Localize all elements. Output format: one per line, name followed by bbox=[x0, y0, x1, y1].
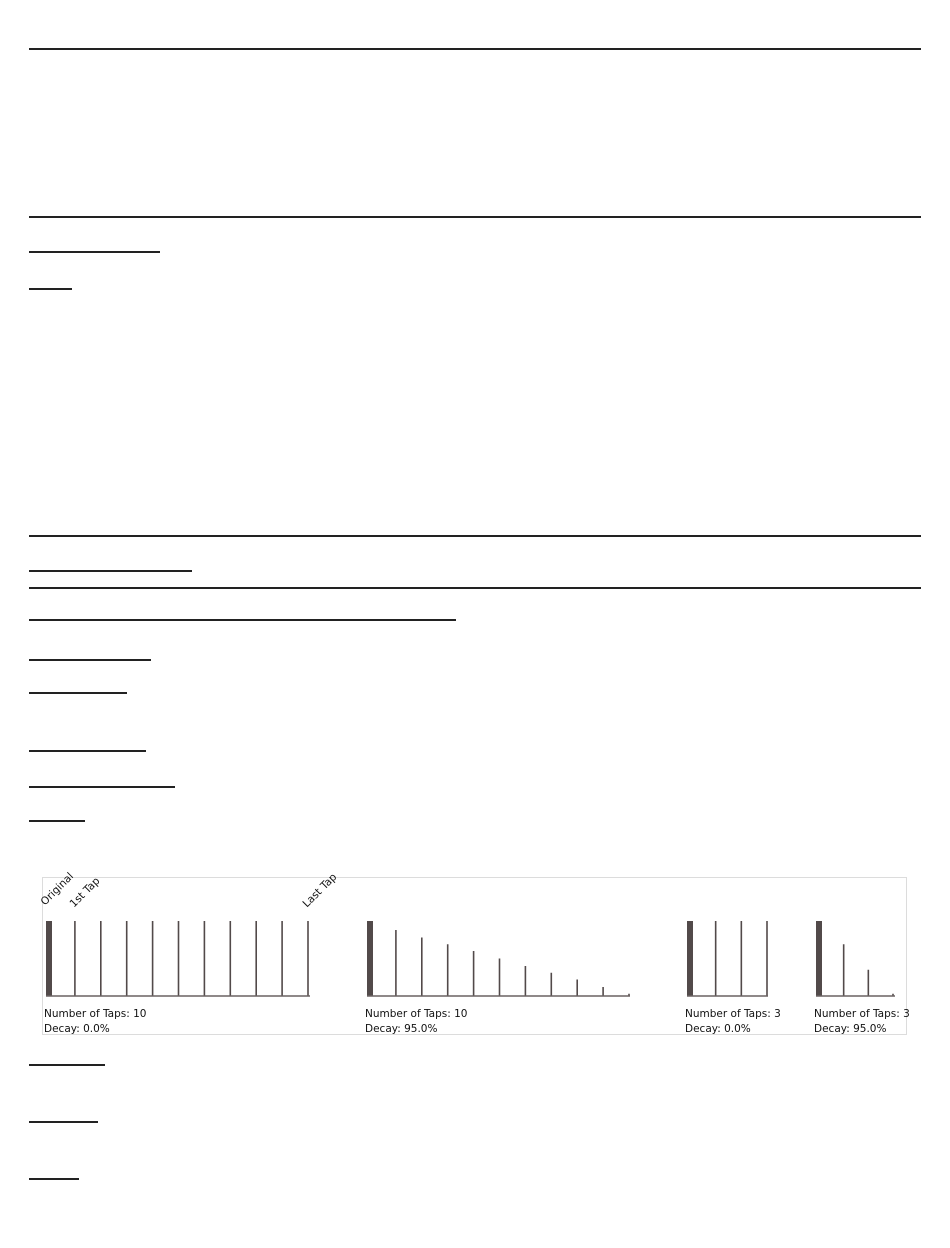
taps-caption: Number of Taps: 3 bbox=[685, 1008, 781, 1020]
parameter-underline bbox=[29, 750, 146, 752]
chart-caption bbox=[685, 1007, 781, 1037]
horizontal-rule bbox=[29, 535, 921, 537]
taps-caption: Number of Taps: 10 bbox=[365, 1008, 468, 1020]
parameter-underline bbox=[29, 659, 151, 661]
parameter-underline bbox=[29, 692, 127, 694]
chart-caption bbox=[44, 1007, 146, 1037]
parameter-underline bbox=[29, 1178, 79, 1180]
horizontal-rule bbox=[29, 587, 921, 589]
section-heading-underline bbox=[29, 570, 192, 572]
tap-label-original: Original bbox=[38, 870, 77, 908]
decay-caption: Decay: 95.0% bbox=[365, 1023, 438, 1035]
tap-label-last: Last Tap bbox=[300, 871, 340, 910]
subheading-underline bbox=[29, 619, 456, 621]
parameter-underline bbox=[29, 786, 175, 788]
parameter-underline bbox=[29, 1121, 98, 1123]
horizontal-rule bbox=[29, 48, 921, 50]
decay-caption: Decay: 95.0% bbox=[814, 1023, 887, 1035]
section-heading-underline bbox=[29, 251, 160, 253]
taps-caption: Number of Taps: 3 bbox=[814, 1008, 910, 1020]
chart-caption bbox=[814, 1007, 910, 1037]
parameter-underline bbox=[29, 820, 85, 822]
tap-label-first: 1st Tap bbox=[67, 875, 103, 910]
horizontal-rule bbox=[29, 216, 921, 218]
multi-tap-figure bbox=[38, 870, 910, 1035]
taps-caption: Number of Taps: 10 bbox=[44, 1008, 147, 1020]
subheading-underline bbox=[29, 288, 72, 290]
decay-caption: Decay: 0.0% bbox=[44, 1023, 110, 1035]
parameter-underline bbox=[29, 1064, 105, 1066]
decay-caption: Decay: 0.0% bbox=[685, 1023, 751, 1035]
chart-caption bbox=[365, 1007, 467, 1037]
